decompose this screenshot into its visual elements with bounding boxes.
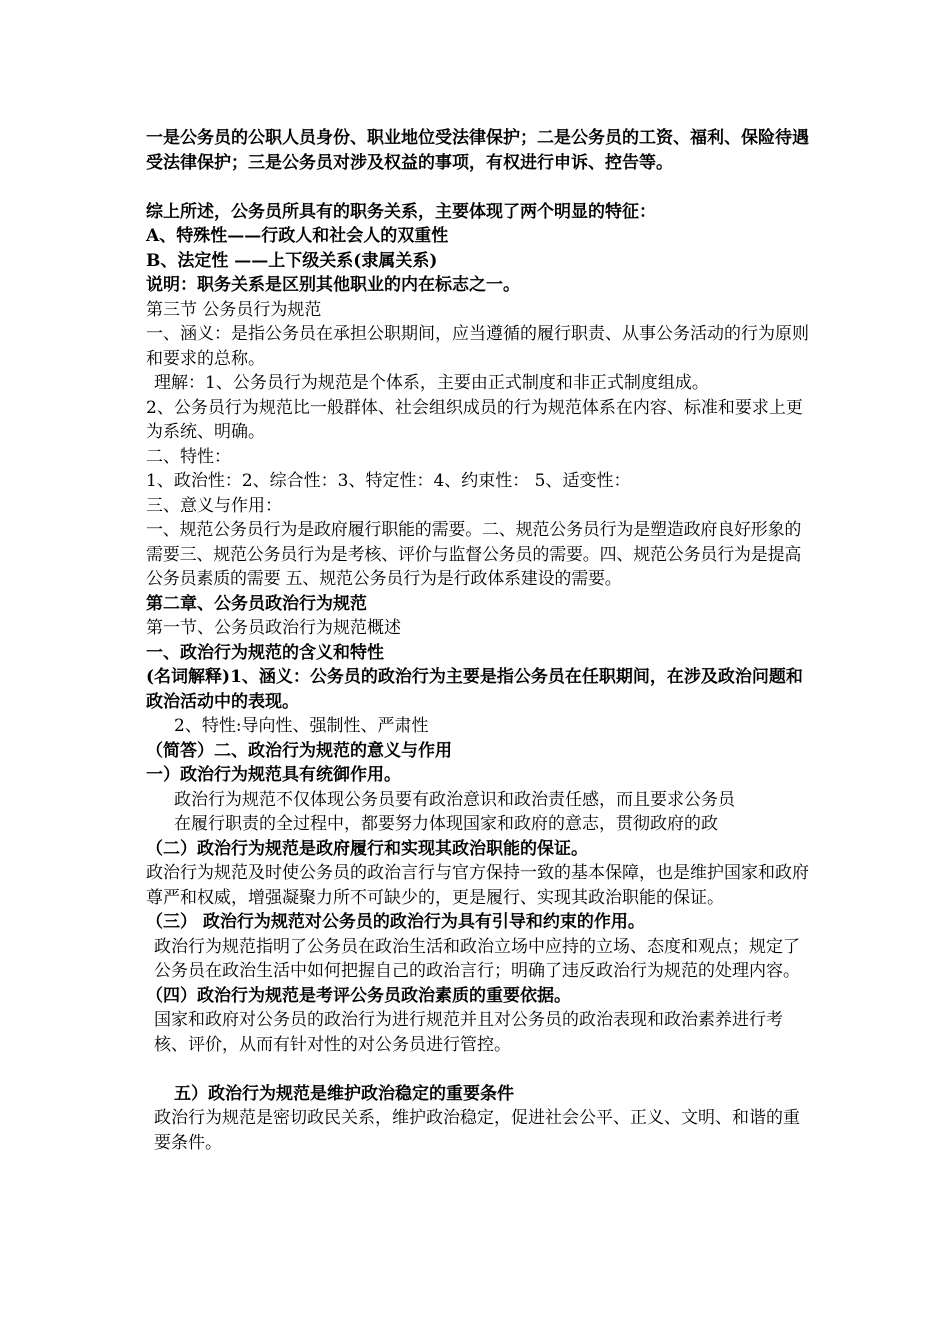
- point-3-heading: （三） 政治行为规范对公务员的政治行为具有引导和约束的作用。: [146, 912, 645, 932]
- term-definition: (名词解释)1、涵义：公务员的政治行为主要是指公务员在任职期间，在涉及政治问题和政治活动中的表现。: [146, 667, 803, 712]
- feature-a: A、特殊性——行政人和社会人的双重性: [146, 226, 449, 246]
- point-4-body: 国家和政府对公务员的政治行为进行规范并且对公务员的政治表现和政治素养进行考核、评价，从而有针对性的对公务员进行管控。: [154, 1010, 783, 1055]
- features-line: 2、特性:导向性、强制性、严肃性: [174, 716, 429, 736]
- point-2-body: 政治行为规范及时使公务员的政治言行与官方保持一致的基本保障，也是维护国家和政府尊严和权威，增强凝聚力所不可缺少的，更是履行、实现其政治职能的保证。: [146, 863, 809, 908]
- paragraph-legal-protection: 一是公务员的公职人员身份、职业地位受法律保护；二是公务员的工资、福利、保险待遇受法律保护；三是公务员对涉及权益的事项，有权进行申诉、控告等。: [146, 128, 809, 173]
- paragraph-summary: 综上所述，公务员所具有的职务关系，主要体现了两个明显的特征：: [146, 201, 656, 222]
- point-5-body: 政治行为规范是密切政民关系，维护政治稳定，促进社会公平、正义、文明、和谐的重要条件。: [154, 1108, 800, 1153]
- point-1-line-1: 政治行为规范不仅体现公务员要有政治意识和政治责任感，而且要求公务员: [174, 789, 735, 810]
- blank-line: [146, 1057, 814, 1082]
- subheading-significance: （简答）二、政治行为规范的意义与作用: [146, 740, 452, 761]
- significance-heading: 三、意义与作用：: [146, 495, 282, 516]
- point-4-heading: （四）政治行为规范是考评公务员政治素质的重要依据。: [146, 985, 571, 1006]
- point-1-line-2: 在履行职责的全过程中，都要努力体现国家和政府的意志，贯彻政府的政: [174, 814, 718, 834]
- understanding-line-1: 理解：1、公务员行为规范是个体系，主要由正式制度和非正式制度组成。: [154, 373, 709, 393]
- subheading-meaning: 一、政治行为规范的含义和特性: [146, 642, 384, 663]
- understanding-line-2: 2、公务员行为规范比一般群体、社会组织成员的行为规范体系在内容、标准和要求上更为系统、明确。: [146, 397, 803, 442]
- significance-paragraph: 一、规范公务员行为是政府履行职能的需要。二、规范公务员行为是塑造政府良好形象的需要三、规范公务员行为是考核、评价与监督公务员的需要。四、规范公务员行为是提高公务员素质的需要 五、规范公务员行为是行政体系建设的需要。: [146, 520, 802, 589]
- point-5-heading: 五）政治行为规范是维护政治稳定的重要条件: [174, 1083, 514, 1104]
- characteristics-heading: 二、特性：: [146, 446, 231, 467]
- characteristics-list: 1、政治性：2、综合性：3、特定性：4、约束性： 5、适变性：: [146, 471, 631, 491]
- chapter-heading-2: 第二章、公务员政治行为规范: [146, 593, 367, 614]
- blank-line: [146, 175, 814, 200]
- point-1-heading: 一）政治行为规范具有统御作用。: [146, 765, 401, 785]
- document-body: [146, 126, 814, 1155]
- point-3-body: 政治行为规范指明了公务员在政治生活和政治立场中应持的立场、态度和观点；规定了公务员在政治生活中如何把握自己的政治言行；明确了违反政治行为规范的处理内容。: [154, 936, 800, 981]
- point-2-heading: （二）政治行为规范是政府履行和实现其政治职能的保证。: [146, 838, 588, 859]
- section-heading-3: 第三节 公务员行为规范: [146, 299, 322, 320]
- feature-b: B、法定性 ——上下级关系(隶属关系): [146, 250, 438, 271]
- section-heading-1: 第一节、公务员政治行为规范概述: [146, 618, 401, 638]
- definition-paragraph: 一、涵义：是指公务员在承担公职期间，应当遵循的履行职责、从事公务活动的行为原则和要求的总称。: [146, 324, 809, 369]
- note-line: 说明：职务关系是区别其他职业的内在标志之一。: [146, 275, 520, 295]
